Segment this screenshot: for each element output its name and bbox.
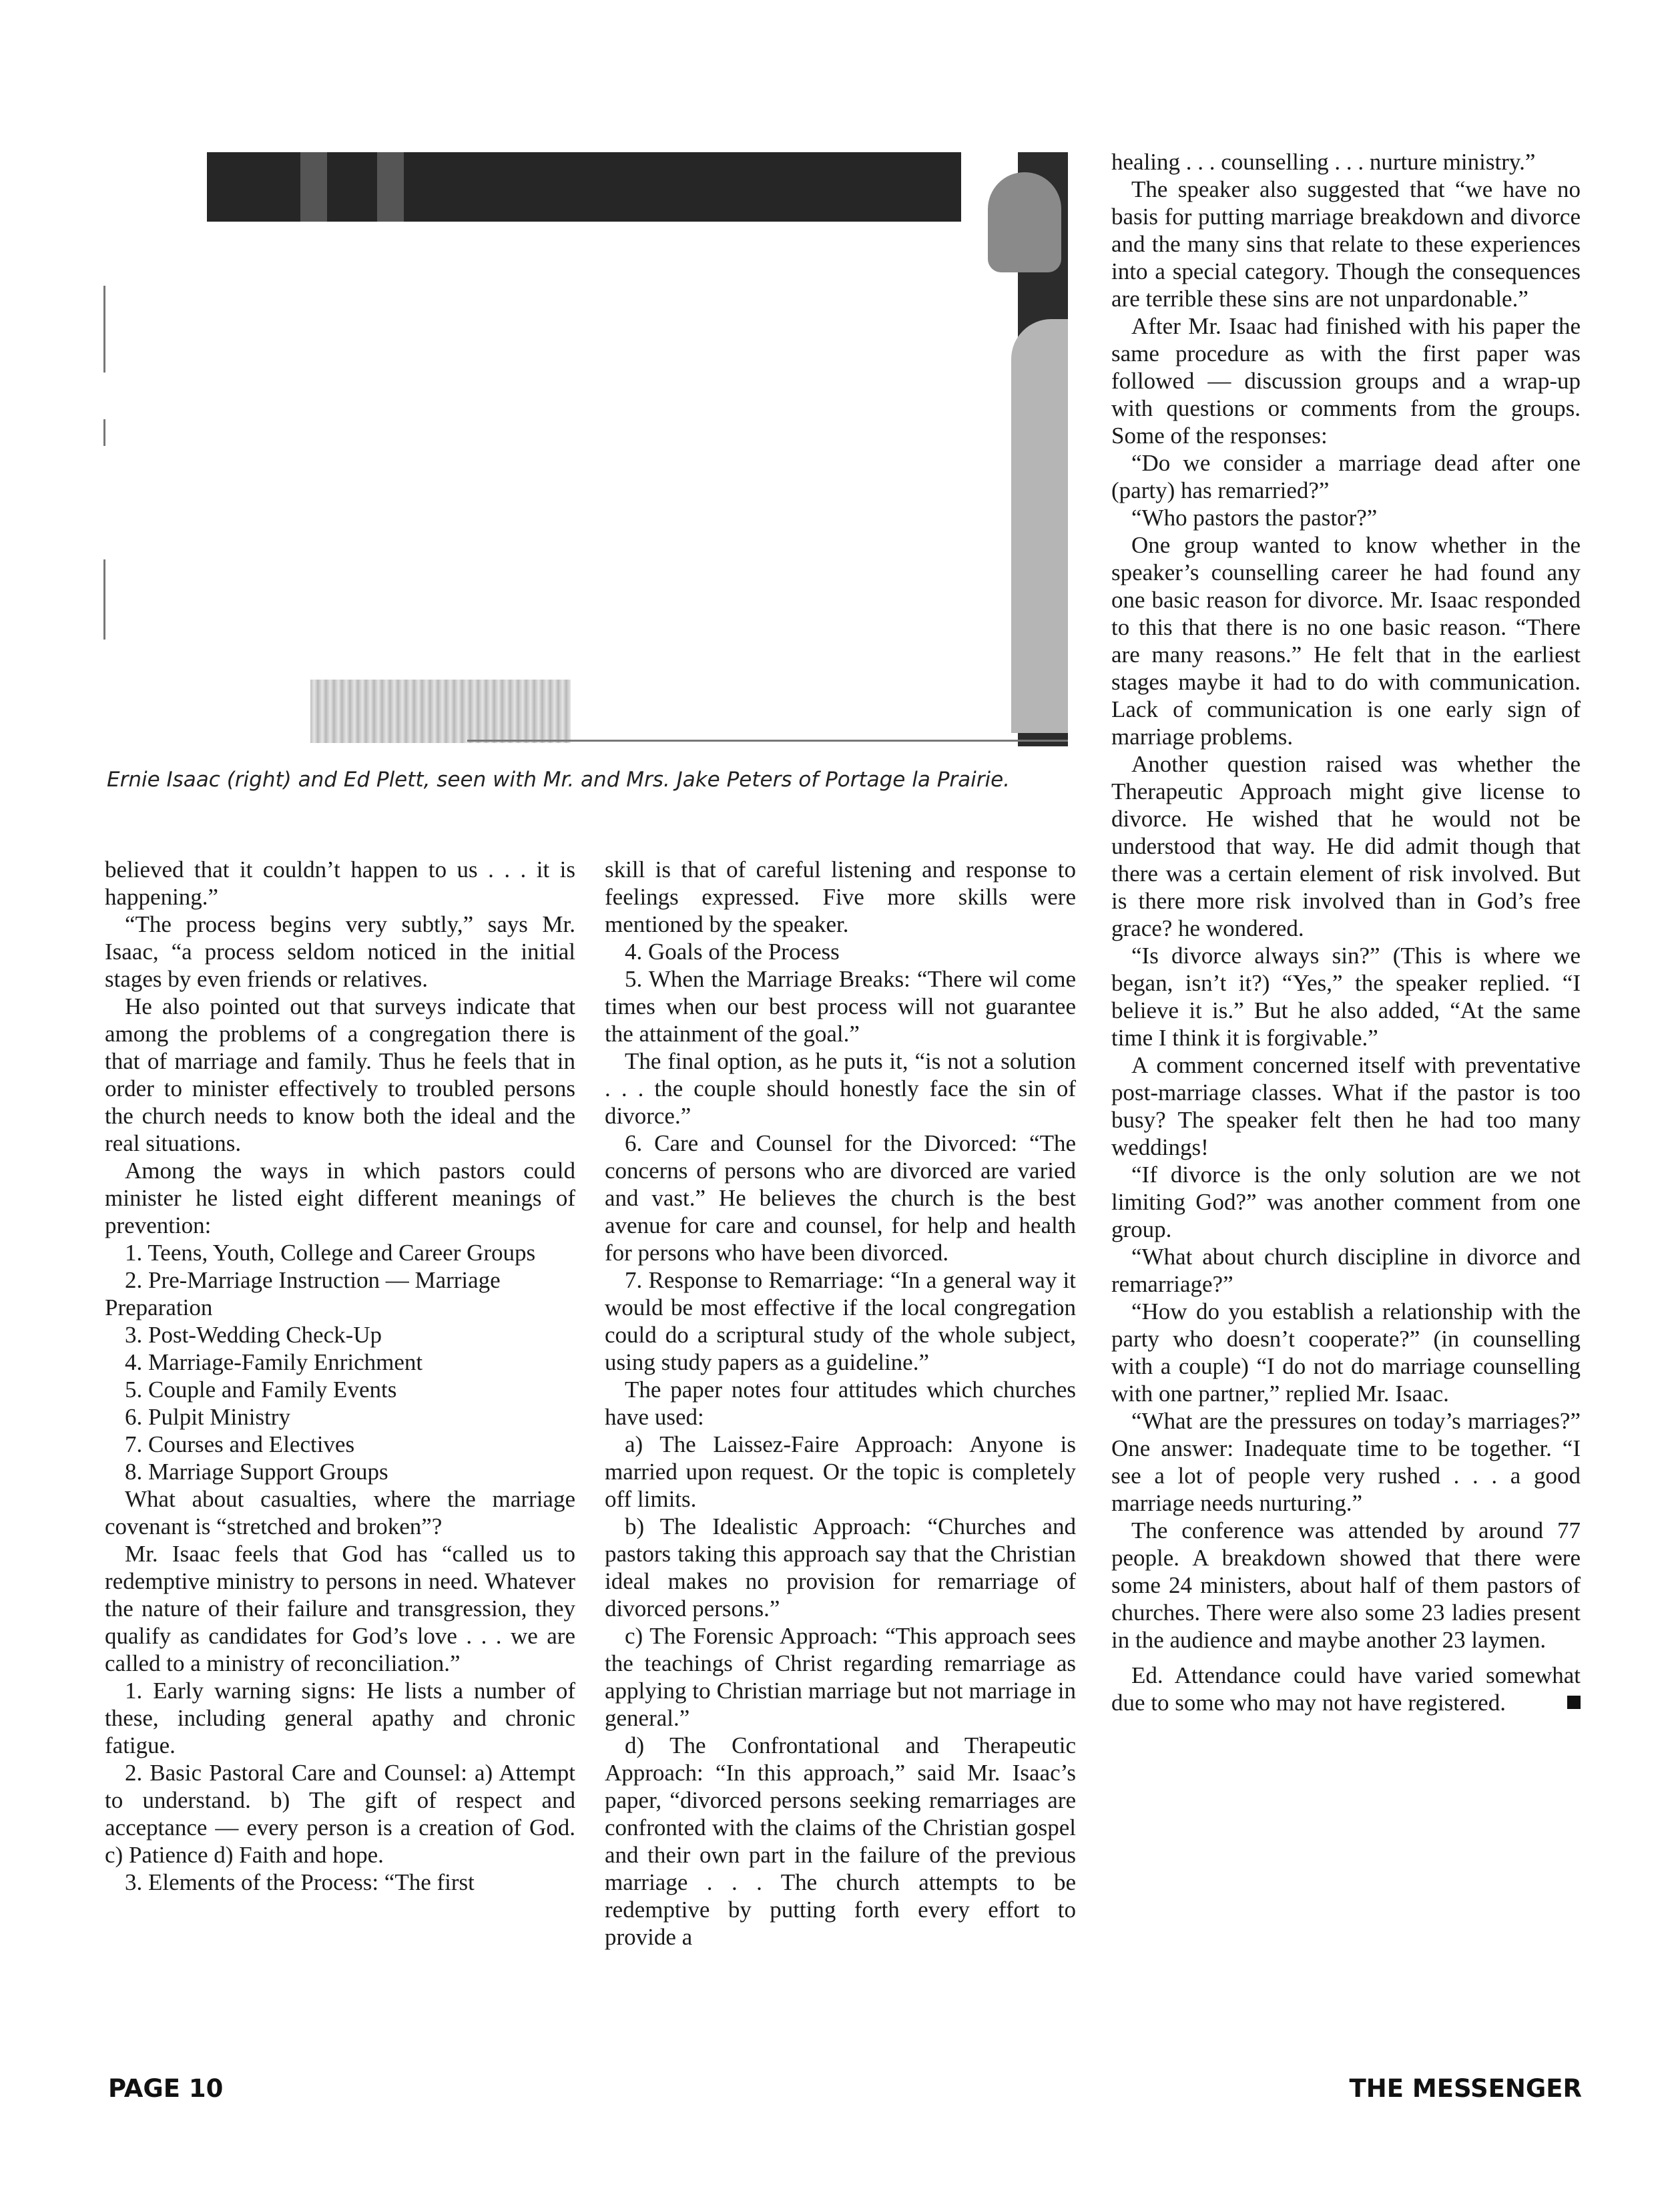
paragraph: 5. When the Marriage Breaks: “There wil come times when our best process will not guarantee the attainment of the goal.” xyxy=(605,966,1076,1047)
paragraph: 2. Basic Pastoral Care and Counsel: a) Attempt to understand. b) The gift of respect and acceptance — every person is a creation of God. c) Patience d) Faith and hope. xyxy=(105,1760,575,1868)
paragraph: What about casualties, where the marriage covenant is “stretched and broken”? xyxy=(105,1486,575,1539)
paragraph: The conference was attended by around 77 people. A breakdown showed that there were some 24 ministers, about half of them pastors of churches. There were also some 23 ladies present in the audience and maybe another 23 laymen. xyxy=(1111,1517,1581,1653)
paragraph: b) The Idealistic Approach: “Churches and pastors taking this approach say that the Christian ideal makes no provision for remarriage of divorced persons.” xyxy=(605,1513,1076,1622)
paragraph: d) The Confrontational and Therapeutic Approach: “In this approach,” said Mr. Isaac’s paper, “divorced persons seeking remarriages are confronted with the claims of the Christian gospel and their own part in the failure of the previous marriage . . . The church attempts to be redemptive by putting forth every effort to provide a xyxy=(605,1732,1076,1950)
paragraph: “Do we consider a marriage dead after one (party) has remarried?” xyxy=(1111,450,1581,503)
paragraph: “Is divorce always sin?” (This is where we began, isn’t it?) “Yes,” the speaker replied. “I believe it is.” But he also added, “At the same time I think it is forgivable.” xyxy=(1111,943,1581,1051)
editor-note xyxy=(1111,1662,1581,1716)
article-column-3 xyxy=(1111,148,1581,1716)
paragraph: 4. Goals of the Process xyxy=(625,939,840,965)
publication-name: THE MESSENGER xyxy=(1349,2074,1582,2103)
paragraph: a) The Laissez-Faire Approach: Anyone is married upon request. Or the topic is completely off limits. xyxy=(605,1431,1076,1512)
list-item: 2. Pre-Marriage Instruction — Marriage Preparation xyxy=(105,1267,501,1320)
photo-edge-mark xyxy=(103,559,105,640)
list-item: 4. Marriage-Family Enrichment xyxy=(125,1349,423,1375)
editor-note-text: Ed. Attendance could have varied somewhat due to some who may not have registered. xyxy=(1111,1662,1581,1716)
paragraph: c) The Forensic Approach: “This approach sees the teachings of Christ regarding remarriage as applying to Christian marriage but not marriage in general.” xyxy=(605,1623,1076,1731)
article-column-2 xyxy=(605,856,1076,1951)
paragraph: “If divorce is the only solution are we not limiting God?” was another comment from one group. xyxy=(1111,1162,1581,1242)
paragraph: Mr. Isaac feels that God has “called us to redemptive ministry to persons in need. Whatever the nature of their failure and transgression, they qualify as candidates for God’s love . . . we are called to a ministry of reconciliation.” xyxy=(105,1541,575,1676)
list-item: 1. Teens, Youth, College and Career Groups xyxy=(125,1240,536,1266)
page-number: PAGE 10 xyxy=(108,2074,224,2103)
list-item: 6. Pulpit Ministry xyxy=(125,1404,290,1430)
list-item: 3. Post-Wedding Check-Up xyxy=(125,1322,382,1348)
paragraph: After Mr. Isaac had finished with his paper the same procedure as with the first paper was followed — discussion groups and a wrap-up with questions or comments from the groups. Some of the responses: xyxy=(1111,313,1581,449)
paragraph: skill is that of careful listening and response to feelings expressed. Five more skills were mentioned by the speaker. xyxy=(605,857,1076,937)
photo-stripe xyxy=(377,152,404,222)
photo-edge-mark xyxy=(103,286,105,373)
paragraph: “Who pastors the pastor?” xyxy=(1131,505,1378,531)
photo-edge-mark xyxy=(103,419,105,446)
photo-figure-head xyxy=(988,172,1061,272)
list-item: 5. Couple and Family Events xyxy=(125,1377,397,1403)
paragraph: Another question raised was whether the Therapeutic Approach might give license to divorce. He wished that he would not be understood that way. He did admit though that there was a certain element of risk involved. But is there more risk involved than in God’s free grace? he wondered. xyxy=(1111,751,1581,941)
paragraph: 7. Response to Remarriage: “In a general way it would be most effective if the local congregation could do a scriptural study of the whole subject, using study papers as a guideline.” xyxy=(605,1267,1076,1375)
paragraph: believed that it couldn’t happen to us . . . it is happening.” xyxy=(105,857,575,910)
paragraph: “What are the pressures on today’s marriages?” One answer: Inadequate time to be together. “I see a lot of people very rushed . . . a good marriage needs nurturing.” xyxy=(1111,1408,1581,1516)
paragraph: 1. Early warning signs: He lists a number of these, including general apathy and chronic fatigue. xyxy=(105,1678,575,1758)
paragraph: The speaker also suggested that “we have no basis for putting marriage breakdown and divorce and the many sins that relate to these experiences into a special category. Though the consequences are terrible these sins are not unpardonable.” xyxy=(1111,176,1581,312)
photo-figure-shoulder xyxy=(1011,319,1068,733)
paragraph: 6. Care and Counsel for the Divorced: “The concerns of persons who are divorced are varied and vast.” He believes the church is the best avenue for care and counsel, for help and health for persons who have been divorced. xyxy=(605,1130,1076,1266)
paragraph: “What about church discipline in divorce and remarriage?” xyxy=(1111,1244,1581,1297)
paragraph: “The process begins very subtly,” says Mr. Isaac, “a process seldom noticed in the initial stages by even friends or relatives. xyxy=(105,911,575,992)
paragraph: The paper notes four attitudes which churches have used: xyxy=(605,1377,1076,1430)
paragraph: A comment concerned itself with preventative post-marriage classes. What if the pastor is too busy? The speaker felt then he had too many weddings! xyxy=(1111,1052,1581,1160)
list-item: 7. Courses and Electives xyxy=(125,1431,355,1457)
paragraph: “How do you establish a relationship with the party who doesn’t cooperate?” (in counselling with a couple) “I do not do marriage counselling with one partner,” replied Mr. Isaac. xyxy=(1111,1298,1581,1407)
paragraph: healing . . . counselling . . . nurture ministry.” xyxy=(1111,149,1536,175)
paragraph: The final option, as he puts it, “is not a solution . . . the couple should honestly face the sin of divorce.” xyxy=(605,1048,1076,1129)
article-photo xyxy=(103,152,1068,746)
paragraph: Among the ways in which pastors could minister he listed eight different meanings of prevention: xyxy=(105,1158,575,1238)
paragraph: One group wanted to know whether in the speaker’s counselling career he had found any one basic reason for divorce. Mr. Isaac responded to this that there is no one basic reason. “There are many reasons.” He felt that in the earliest stages maybe it had to do with communication. Lack of communication is one early sign of marriage problems. xyxy=(1111,532,1581,750)
photo-stripe xyxy=(300,152,327,222)
list-item: 8. Marriage Support Groups xyxy=(125,1459,388,1485)
end-of-article-mark xyxy=(1567,1696,1581,1709)
photo-background-band xyxy=(207,152,961,222)
photo-caption: Ernie Isaac (right) and Ed Plett, seen with Mr. and Mrs. Jake Peters of Portage la Prairie. xyxy=(107,768,1011,792)
photo-tablecloth xyxy=(310,680,571,743)
photo-bottom-line xyxy=(467,740,1068,742)
paragraph: 3. Elements of the Process: “The first xyxy=(125,1869,475,1895)
paragraph: He also pointed out that surveys indicate that among the problems of a congregation there is that of marriage and family. Thus he feels that in order to minister effectively to troubled persons the church needs to know both the ideal and the real situations. xyxy=(105,993,575,1156)
article-column-1 xyxy=(105,856,575,1896)
